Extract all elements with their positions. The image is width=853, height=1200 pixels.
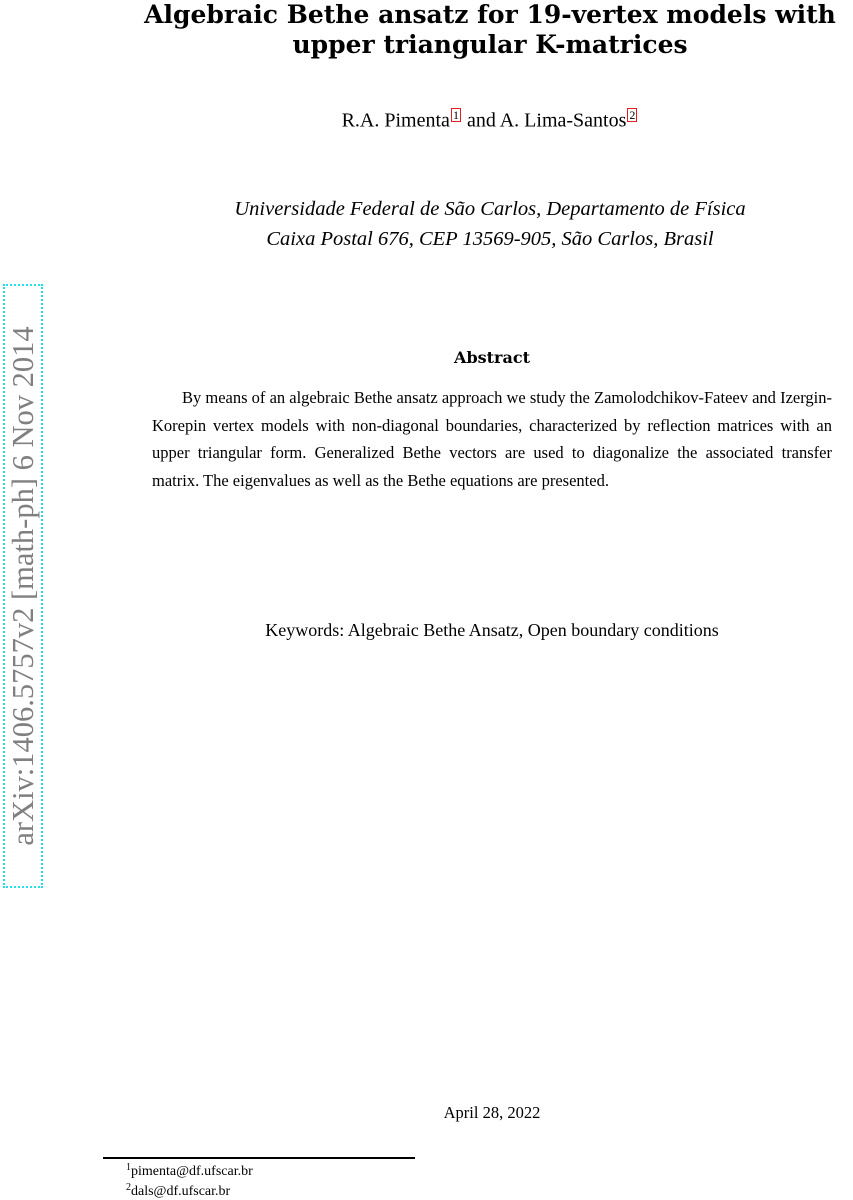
footnote-email-2: dals@df.ufscar.br [131,1184,231,1199]
footnote-2 [126,1184,230,1200]
affiliation [100,194,853,254]
arxiv-sidebar [0,0,47,1200]
affiliation-line-2: Caixa Postal 676, CEP 13569-905, São Carlos, Brasil [266,228,714,250]
footnote-link-1[interactable]: 1 [452,108,459,122]
paper-title [100,0,853,60]
footnote-divider [103,1157,415,1159]
footnote-link-2[interactable]: 2 [629,108,636,122]
footnote-mark-1: 1 [126,1162,131,1173]
abstract-text: By means of an algebraic Bethe ansatz approach we study the Zamolodchikov-Fateev and Izergin-Korepin vertex models with non-diagonal boundaries, characterized by reflection matrices with an upper triangular form. Generalized Bethe vectors are used to diagonalize the associated transfer matrix. The eigenvalues as well as the Bethe equations are presented. [152,388,832,490]
author-name-2: A. Lima-Santos [499,109,627,132]
keywords: Keywords: Algebraic Bethe Ansatz, Open boundary conditions [265,620,719,640]
author-list [100,108,853,133]
author-connector: and [466,109,496,132]
abstract-heading: Abstract [454,348,530,367]
footnote-1 [126,1164,253,1180]
title-line-2: upper triangular K-matrices [292,30,688,59]
arxiv-identifier: arXiv:1406.5757v2 [math-ph] 6 Nov 2014 [6,326,40,846]
affiliation-line-1: Universidade Federal de São Carlos, Departamento de Física [234,198,746,220]
paper-date: April 28, 2022 [443,1103,541,1122]
footnote-mark-2: 2 [126,1182,131,1193]
title-line-1: Algebraic Bethe ansatz for 19-vertex models with [144,0,836,29]
author-name-1: R.A. Pimenta [341,109,450,132]
footnote-email-1: pimenta@df.ufscar.br [131,1164,253,1179]
